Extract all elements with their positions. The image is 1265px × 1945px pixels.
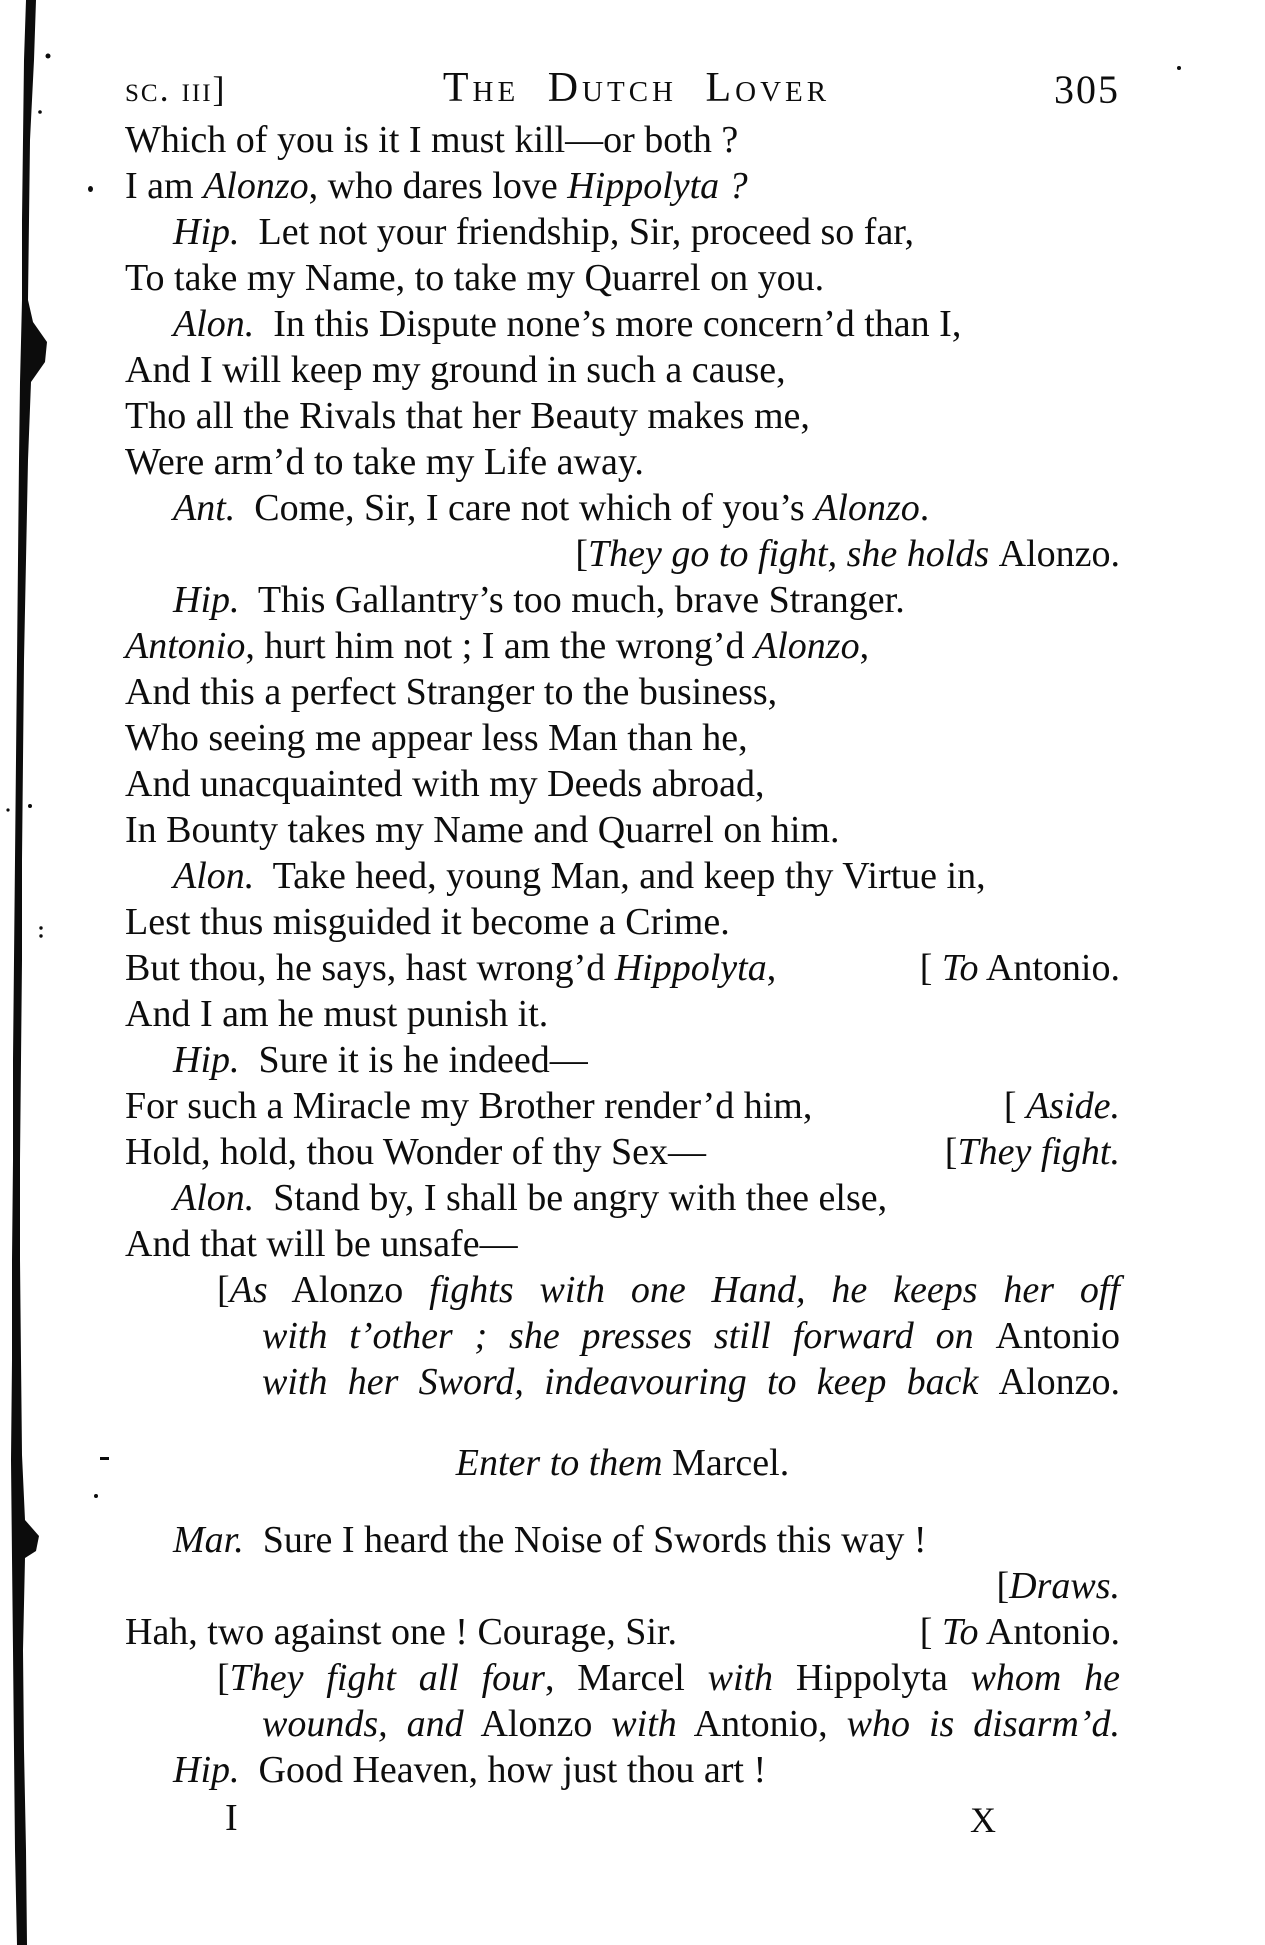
- roman-text: Alonzo.: [998, 533, 1120, 575]
- roman-text: This Gallantry’s too much, brave Stranger.: [239, 579, 905, 621]
- roman-text: .: [919, 487, 930, 529]
- verse-line: [125, 163, 1120, 209]
- play-text-block: [125, 117, 1120, 1839]
- stage-direction-block-line: [125, 1655, 1120, 1701]
- italic-text: Enter to them: [455, 1442, 663, 1484]
- verse-text: [125, 1083, 812, 1129]
- entrance-direction: [125, 1440, 1120, 1486]
- verse-line: [125, 623, 1120, 669]
- stage-direction: [1004, 1083, 1120, 1129]
- ink-speck: [88, 186, 93, 192]
- italic-text: Alon.: [173, 855, 255, 897]
- dialogue-line: [125, 301, 1120, 347]
- roman-text: [: [575, 533, 589, 575]
- dialogue-line: [125, 209, 1120, 255]
- italic-text: They fight all four: [229, 1657, 545, 1699]
- roman-text: Come, Sir, I care not which of you’s: [235, 487, 815, 529]
- roman-text: But thou, he says, hast wrong’d: [125, 947, 615, 989]
- roman-text: [: [217, 1269, 230, 1311]
- roman-text: [: [919, 947, 942, 989]
- italic-text: Aside.: [1026, 1085, 1120, 1127]
- dialogue-line: [125, 577, 1120, 623]
- italic-text: Alon.: [173, 303, 255, 345]
- italic-text: Hip.: [173, 1749, 240, 1791]
- roman-text: I am: [125, 165, 204, 207]
- italic-text: To: [941, 1611, 979, 1653]
- italic-text: They fight.: [957, 1131, 1120, 1173]
- italic-text: wounds, and: [262, 1703, 464, 1745]
- roman-text: To take my Name, to take my Quarrel on you.: [125, 257, 825, 299]
- roman-text: Tho all the Rivals that her Beauty makes me,: [125, 395, 810, 437]
- italic-text: As: [229, 1269, 268, 1311]
- italic-text: with her Sword, indeavouring to keep back: [262, 1361, 999, 1403]
- roman-text: Alonzo: [267, 1269, 430, 1311]
- roman-text: Let not your friendship, Sir, proceed so far,: [239, 211, 914, 253]
- dialogue-line: [125, 1175, 1120, 1221]
- verse-line: [125, 807, 1120, 853]
- roman-text: , hurt him not ; I am the wrong’d: [245, 625, 755, 667]
- italic-text: who is disarm’d.: [846, 1703, 1120, 1745]
- roman-text: Lest thus misguided it become a Crime.: [125, 901, 730, 943]
- stage-direction: [920, 945, 1120, 991]
- roman-text: , who dares love: [308, 165, 568, 207]
- italic-text: Hippolyta ?: [567, 165, 748, 207]
- verse-line: [125, 715, 1120, 761]
- roman-text: [: [944, 1131, 958, 1173]
- stage-direction: [125, 1563, 1120, 1609]
- verse-line: [125, 1221, 1120, 1267]
- roman-text: Sure I heard the Noise of Swords this way !: [243, 1519, 927, 1561]
- roman-text: Which of you is it I must kill—or both ?: [125, 119, 739, 161]
- stage-direction: [920, 1609, 1120, 1655]
- roman-text: Sure it is he indeed—: [239, 1039, 588, 1081]
- italic-text: Mar.: [173, 1519, 244, 1561]
- italic-text: Alonzo: [754, 625, 860, 667]
- verse-text: [125, 1129, 706, 1175]
- verse-line: [125, 255, 1120, 301]
- roman-text: In Bounty takes my Name and Quarrel on him.: [125, 809, 840, 851]
- verse-line: [125, 347, 1120, 393]
- roman-text: Antonio.: [978, 1611, 1120, 1653]
- roman-text: Hah, two against one ! Courage, Sir.: [125, 1611, 677, 1653]
- dialogue-line: [125, 1037, 1120, 1083]
- roman-text: And that will be unsafe—: [125, 1223, 518, 1265]
- roman-text: Stand by, I shall be angry with thee else,: [254, 1177, 888, 1219]
- italic-text: with: [707, 1657, 774, 1699]
- roman-text: ,: [859, 625, 870, 667]
- roman-text: Hippolyta: [773, 1657, 971, 1699]
- italic-text: Antonio: [125, 625, 246, 667]
- roman-text: Good Heaven, how just thou art !: [239, 1749, 767, 1791]
- italic-text: with t’other ; she presses still forward on: [262, 1315, 996, 1357]
- verse-line: [125, 899, 1120, 945]
- running-title: The Dutch Lover: [442, 65, 831, 111]
- stage-direction-block-line: [125, 1267, 1120, 1313]
- italic-text: Alonzo: [203, 165, 309, 207]
- stage-direction-block-line: [125, 1701, 1120, 1747]
- ink-speck: [1177, 66, 1181, 70]
- roman-text: [: [996, 1565, 1010, 1607]
- verse-line: [125, 439, 1120, 485]
- roman-text: Take heed, young Man, and keep thy Virtue in,: [254, 855, 986, 897]
- roman-text: Hold, hold, thou Wonder of thy Sex—: [125, 1131, 706, 1173]
- roman-text: Antonio: [995, 1315, 1120, 1357]
- italic-text: Hip.: [173, 579, 240, 621]
- dialogue-line: [125, 485, 1120, 531]
- italic-text: Hip.: [173, 1039, 240, 1081]
- roman-text: For such a Miracle my Brother render’d him,: [125, 1085, 813, 1127]
- verse-line: [125, 761, 1120, 807]
- verse-line-with-stage-direction: [125, 1083, 1120, 1129]
- roman-text: [: [919, 1611, 942, 1653]
- verse-line: [125, 117, 1120, 163]
- roman-text: Antonio,: [676, 1703, 847, 1745]
- verse-line: [125, 669, 1120, 715]
- roman-text: And this a perfect Stranger to the business,: [125, 671, 778, 713]
- italic-text: Alon.: [173, 1177, 255, 1219]
- roman-text: And I am he must punish it.: [125, 993, 549, 1035]
- roman-text: Who seeing me appear less Man than he,: [125, 717, 748, 759]
- italic-text: Alonzo: [814, 487, 920, 529]
- roman-text: And unacquainted with my Deeds abroad,: [125, 763, 765, 805]
- signature-mark-left: I: [225, 1797, 238, 1839]
- roman-text: Marcel.: [662, 1442, 790, 1484]
- roman-text: [: [1003, 1085, 1027, 1127]
- italic-text: Ant.: [173, 487, 236, 529]
- verse-line-with-stage-direction: [125, 945, 1120, 991]
- italic-text: To: [941, 947, 979, 989]
- italic-text: whom he: [970, 1657, 1120, 1699]
- signature-mark-right: X: [970, 1800, 996, 1840]
- verse-line: [125, 393, 1120, 439]
- italic-text: with: [611, 1703, 677, 1745]
- italic-text: Hip.: [173, 211, 240, 253]
- stage-direction: [945, 1129, 1120, 1175]
- roman-text: And I will keep my ground in such a cause,: [125, 349, 786, 391]
- scene-label: sc. iii]: [125, 69, 227, 109]
- page-header: [125, 64, 1120, 110]
- roman-text: In this Dispute none’s more concern’d than I,: [254, 303, 962, 345]
- roman-text: Alonzo.: [998, 1361, 1120, 1403]
- italic-text: Hippolyta: [614, 947, 767, 989]
- verse-line: [125, 991, 1120, 1037]
- verse-line-with-stage-direction: [125, 1129, 1120, 1175]
- roman-text: Alonzo: [463, 1703, 612, 1745]
- roman-text: , Marcel: [544, 1657, 708, 1699]
- roman-text: ,: [766, 947, 777, 989]
- stage-direction-block-line: [125, 1313, 1120, 1359]
- italic-text: Draws.: [1009, 1565, 1120, 1607]
- roman-text: Antonio.: [978, 947, 1120, 989]
- roman-text: [: [217, 1657, 230, 1699]
- stage-direction: [125, 531, 1120, 577]
- italic-text: fights with one Hand, he keeps her off: [429, 1269, 1120, 1311]
- dialogue-line: [125, 1517, 1120, 1563]
- page-number: 305: [1054, 67, 1120, 112]
- dialogue-line: [125, 853, 1120, 899]
- italic-text: They go to fight, she holds: [588, 533, 999, 575]
- binding-streak-artifact: [0, 0, 120, 1945]
- stage-direction-block-line: [125, 1359, 1120, 1405]
- dialogue-line: [125, 1747, 1120, 1793]
- verse-line-with-stage-direction: [125, 1609, 1120, 1655]
- signature-line: [125, 1793, 1120, 1839]
- roman-text: Were arm’d to take my Life away.: [125, 441, 644, 483]
- verse-text: [125, 1609, 677, 1655]
- verse-text: [125, 945, 776, 991]
